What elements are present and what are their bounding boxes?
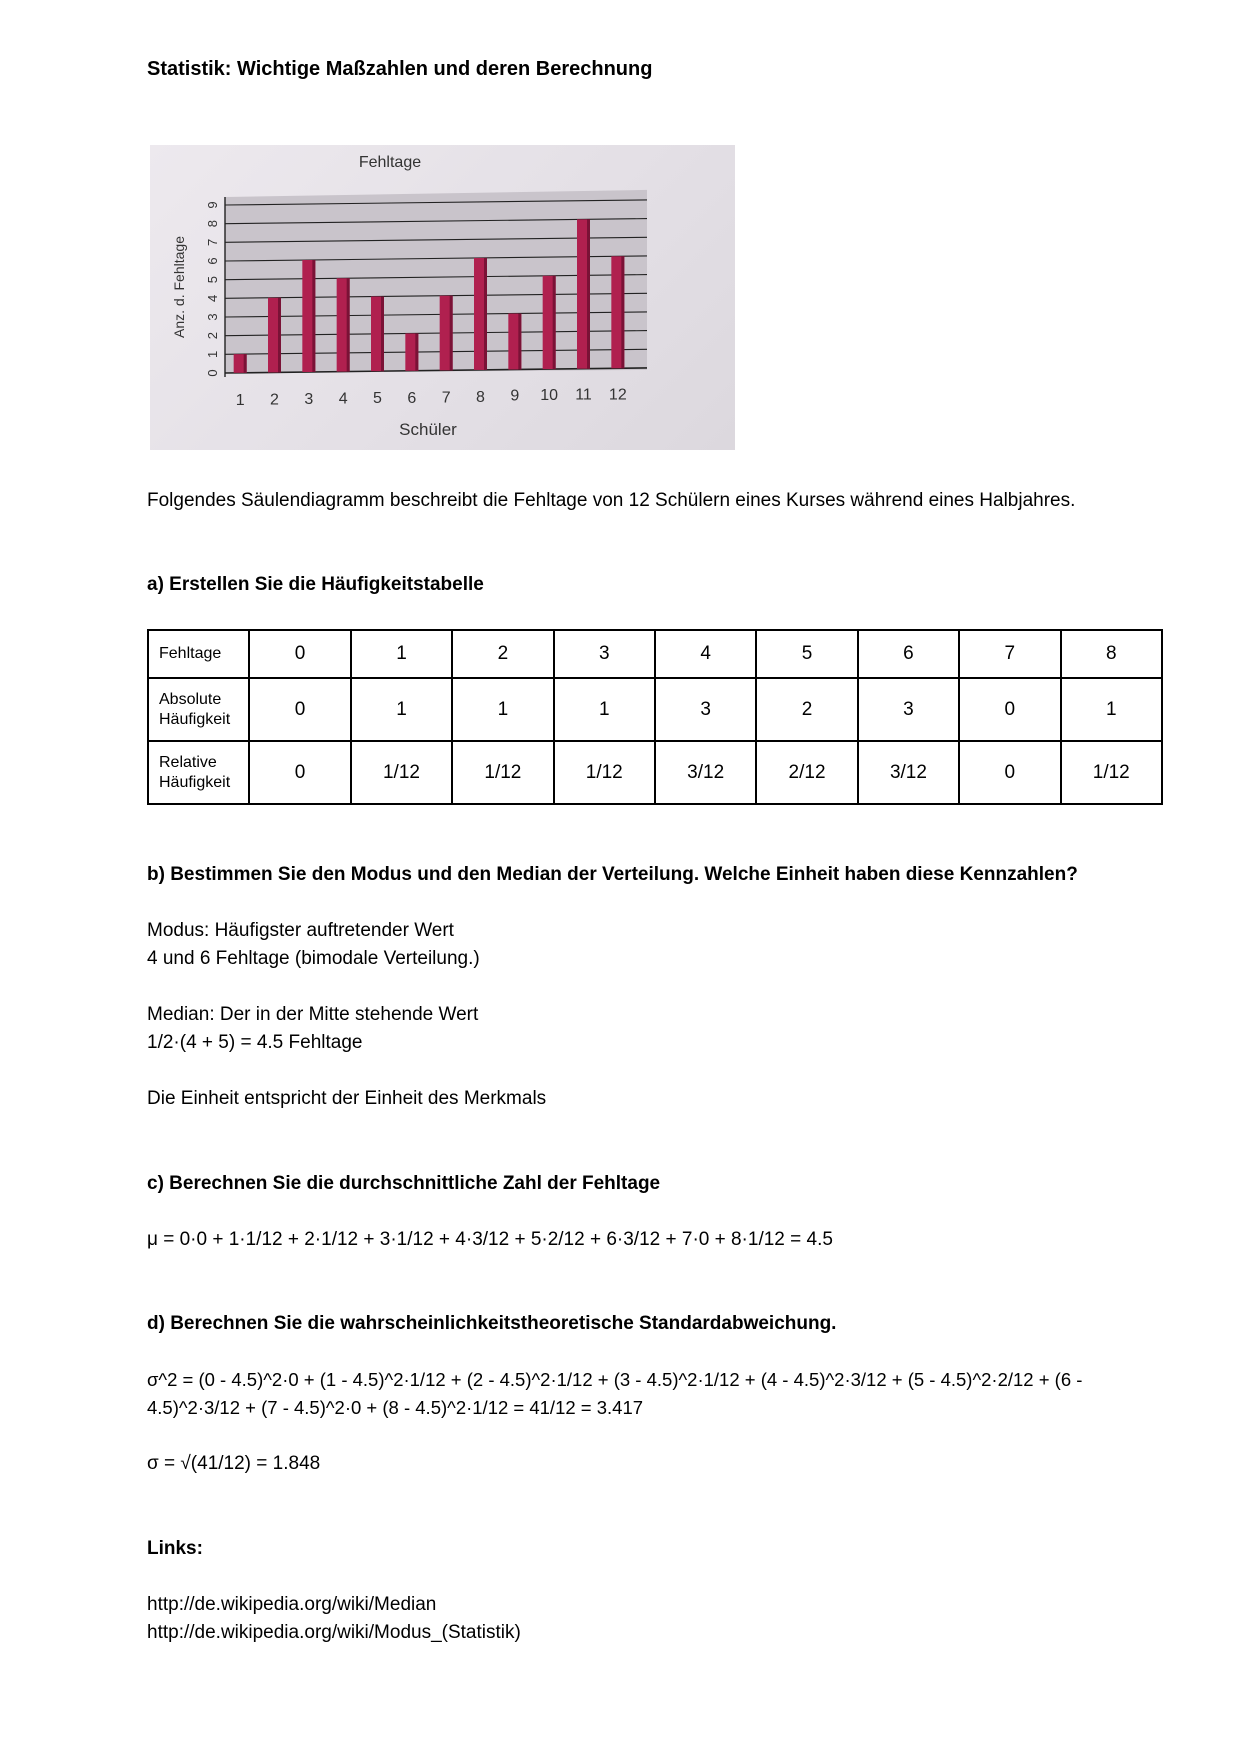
- y-tick-label: 4: [205, 294, 220, 302]
- fehltage-row: [148, 630, 1162, 678]
- bar-shade: [450, 296, 453, 371]
- bar-shade: [347, 278, 350, 371]
- table-cell: 3: [858, 678, 959, 741]
- row-header: [148, 741, 249, 804]
- table-cell: 5: [756, 630, 857, 678]
- y-tick-label: 2: [205, 332, 220, 340]
- stddev-formula: σ = √(41/12) = 1.848: [147, 1453, 321, 1474]
- x-tick-label: 3: [304, 390, 314, 408]
- modus-value: 4 und 6 Fehltage (bimodale Verteilung.): [147, 948, 480, 969]
- intro-text: Folgendes Säulendiagramm beschreibt die Fehltage von 12 Schülern eines Kurses während eines Halbjahres.: [147, 490, 1076, 511]
- y-tick-label: 1: [205, 350, 220, 358]
- x-tick-label: 7: [441, 389, 451, 407]
- x-tick-label: 9: [510, 387, 520, 405]
- bar-shade: [621, 256, 624, 368]
- table-cell: 2: [756, 678, 857, 741]
- table-cell: 8: [1061, 630, 1162, 678]
- bar-shade: [553, 276, 556, 369]
- table-cell: 1: [351, 678, 452, 741]
- row-header-line: Relative: [159, 753, 217, 771]
- document-title: Statistik: Wichtige Maßzahlen und deren Berechnung: [147, 58, 653, 80]
- table-cell: 1/12: [452, 741, 553, 804]
- median-label: Median: Der in der Mitte stehende Wert: [147, 1004, 479, 1025]
- table-cell: 0: [249, 741, 350, 804]
- x-tick-label: 12: [608, 386, 627, 404]
- absolute-frequency-row: [148, 678, 1162, 741]
- table-cell: 2: [452, 630, 553, 678]
- bar-shade: [244, 354, 247, 373]
- x-axis-label: Schüler: [399, 420, 457, 439]
- bar-shade: [587, 219, 590, 368]
- y-tick-label: 7: [205, 238, 220, 246]
- y-tick-label: 3: [205, 313, 220, 321]
- bar-shade: [381, 297, 384, 372]
- table-cell: 1: [351, 630, 452, 678]
- row-header-line: Absolute: [159, 690, 222, 708]
- row-header-line: Häufigkeit: [159, 773, 231, 791]
- table-cell: 3/12: [655, 741, 756, 804]
- y-tick-label: 9: [205, 201, 220, 209]
- links-heading: Links:: [147, 1538, 203, 1559]
- x-tick-label: 1: [235, 391, 245, 409]
- table-cell: 0: [249, 678, 350, 741]
- row-header-line: Fehltage: [159, 645, 222, 662]
- section-d-heading: d) Berechnen Sie die wahrscheinlichkeitstheoretische Standardabweichung.: [147, 1313, 837, 1334]
- table-cell: 3/12: [858, 741, 959, 804]
- table-cell: 1/12: [554, 741, 655, 804]
- table-cell: 0: [959, 741, 1060, 804]
- y-tick-label: 0: [205, 369, 220, 377]
- table-cell: 1: [452, 678, 553, 741]
- link-median[interactable]: http://de.wikipedia.org/wiki/Median: [147, 1594, 437, 1615]
- x-tick-label: 6: [407, 389, 417, 407]
- median-value: 1/2·(4 + 5) = 4.5 Fehltage: [147, 1032, 363, 1053]
- section-c-heading: c) Berechnen Sie die durchschnittliche Zahl der Fehltage: [147, 1173, 661, 1194]
- table-cell: 0: [249, 630, 350, 678]
- x-tick-label: 10: [540, 387, 559, 405]
- variance-line-1: σ^2 = (0 - 4.5)^2·0 + (1 - 4.5)^2·1/12 + (2 - 4.5)^2·1/12 + (3 - 4.5)^2·1/12 + (4 - 4.5)^2·3/12 + (5 - 4.5)^2·2/12 + (6 -: [147, 1369, 1083, 1390]
- y-tick-label: 5: [205, 276, 220, 284]
- y-tick-label: 6: [205, 257, 220, 265]
- row-header: [148, 678, 249, 741]
- y-axis-label: Anz. d. Fehltage: [171, 236, 187, 338]
- bar-shade: [415, 333, 418, 370]
- frequency-table: [147, 629, 1163, 805]
- table-cell: 6: [858, 630, 959, 678]
- table-cell: 4: [655, 630, 756, 678]
- chart-photo: [150, 145, 735, 450]
- bar-chart: [150, 145, 735, 450]
- modus-label: Modus: Häufigster auftretender Wert: [147, 920, 454, 941]
- row-header-line: Häufigkeit: [159, 710, 231, 728]
- table-cell: 3: [554, 630, 655, 678]
- x-tick-label: 5: [373, 390, 382, 408]
- x-tick-label: 8: [476, 388, 485, 406]
- relative-frequency-row: [148, 741, 1162, 804]
- table-cell: 0: [959, 678, 1060, 741]
- row-header: [148, 630, 249, 678]
- chart-title: Fehltage: [358, 154, 422, 171]
- x-tick-label: 11: [575, 386, 592, 404]
- link-modus[interactable]: http://de.wikipedia.org/wiki/Modus_(Statistik): [147, 1622, 521, 1643]
- table-cell: 7: [959, 630, 1060, 678]
- section-a-heading: a) Erstellen Sie die Häufigkeitstabelle: [147, 574, 484, 595]
- y-tick-label: 8: [205, 220, 220, 228]
- bar-shade: [278, 298, 281, 373]
- unit-note: Die Einheit entspricht der Einheit des Merkmals: [147, 1088, 547, 1109]
- variance-line-2: 4.5)^2·3/12 + (7 - 4.5)^2·0 + (8 - 4.5)^2·1/12 = 41/12 = 3.417: [147, 1397, 644, 1418]
- x-tick-label: 4: [338, 390, 348, 408]
- table-cell: 1/12: [1061, 741, 1162, 804]
- x-tick-label: 2: [270, 391, 279, 409]
- bar-shade: [518, 314, 521, 370]
- section-b-heading: b) Bestimmen Sie den Modus und den Median der Verteilung. Welche Einheit haben diese Kennzahlen?: [147, 864, 1078, 885]
- table-cell: 1: [554, 678, 655, 741]
- bar-shade: [312, 260, 315, 372]
- bar-shade: [484, 258, 487, 370]
- table-cell: 3: [655, 678, 756, 741]
- table-cell: 1: [1061, 678, 1162, 741]
- table-cell: 2/12: [756, 741, 857, 804]
- table-cell: 1/12: [351, 741, 452, 804]
- mean-formula: μ = 0·0 + 1·1/12 + 2·1/12 + 3·1/12 + 4·3/12 + 5·2/12 + 6·3/12 + 7·0 + 8·1/12 = 4.5: [147, 1229, 833, 1250]
